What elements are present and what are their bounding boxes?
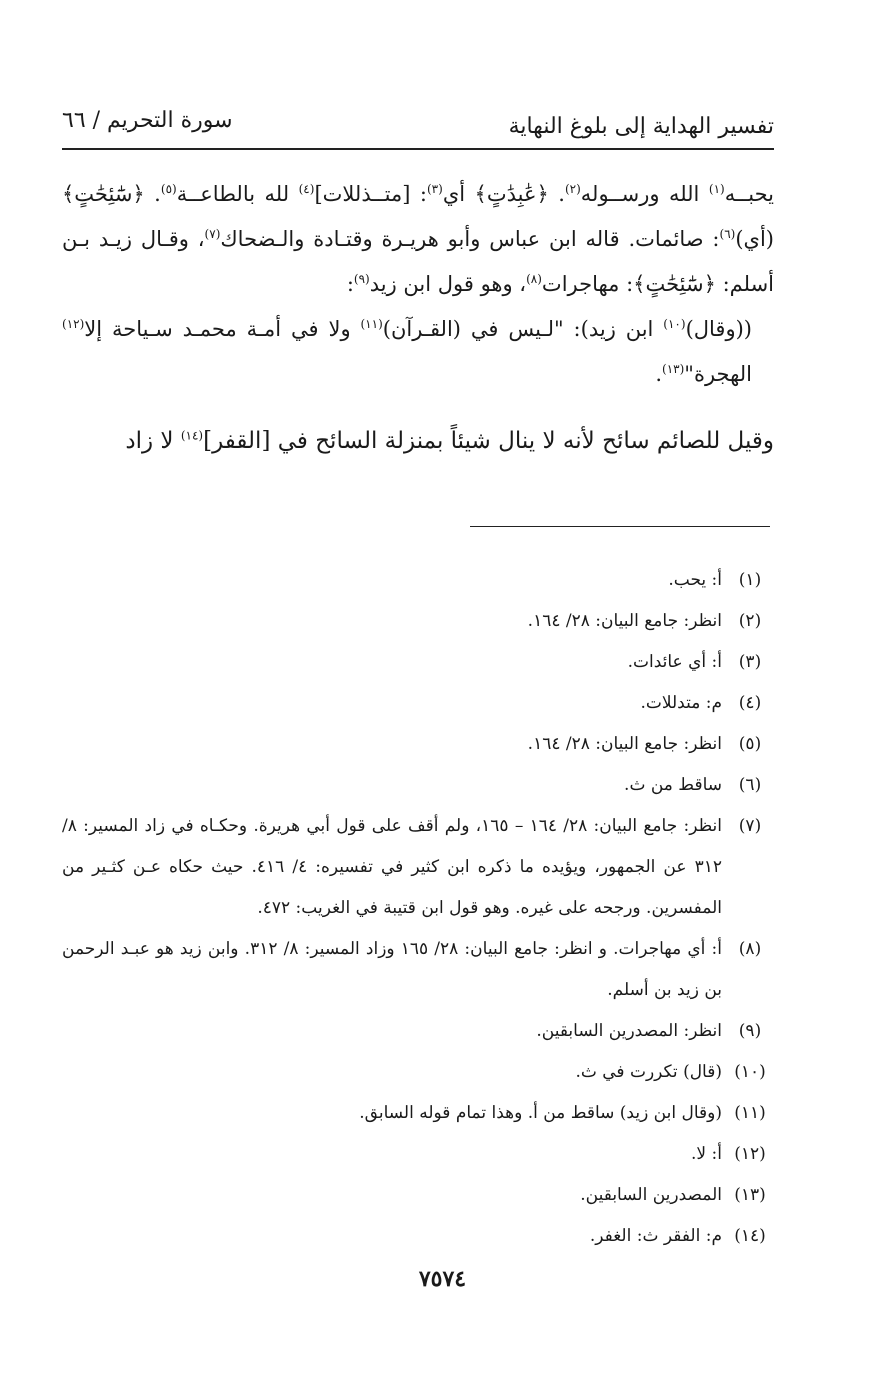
footnote-item (62, 929, 774, 1011)
footnote-item (62, 642, 774, 683)
text-run: ولا في أمـة محمـد سـياحة إلا (84, 317, 361, 341)
footnote-text: انظر: جامع البيان: ٢٨/ ١٦٤. (527, 734, 722, 754)
footnote-item (62, 1011, 774, 1052)
footnotes-list (62, 560, 774, 1257)
text-run: ، وهو قول ابن زيد (369, 272, 527, 296)
footnote-number: (٣) (738, 652, 762, 672)
footnote-ref-5[interactable]: (٥) (160, 182, 177, 196)
footnote-number: (١٢) (734, 1144, 766, 1164)
paragraph-2 (62, 417, 774, 465)
paragraph-1 (62, 172, 774, 307)
footnote-text: أ: أي مهاجرات. و انظر: جامع البيان: ٢٨/ ١٦٥ وزاد المسير: ٨/ ٣١٢. وابن زيد هو عبـد الرحمن بن زيد بن أسلم. (62, 939, 722, 1000)
footnote-text: أ: أي عائدات. (627, 652, 722, 672)
text-run: (أي) (735, 227, 774, 251)
footnote-number: (١٠) (734, 1062, 766, 1082)
header-divider (62, 148, 774, 150)
footnote-text: انظر: المصدرين السابقين. (536, 1021, 722, 1041)
text-run: ابن زيد): "لـيس في (القـرآن) (382, 317, 664, 341)
footnote-ref-10[interactable]: (١٠) (663, 317, 686, 331)
running-header (62, 108, 774, 142)
footnote-text: المصدرين السابقين. (580, 1185, 722, 1205)
footnote-item (62, 683, 774, 724)
footnote-item (62, 1216, 774, 1257)
footnote-number: (٥) (738, 734, 762, 754)
footnote-number: (١) (738, 570, 762, 590)
text-run: . ﴿سَٰٓئِحَٰتٍ﴾ (62, 182, 161, 206)
footnote-number: (٧) (738, 816, 762, 836)
footnote-item (62, 724, 774, 765)
footnote-item (62, 765, 774, 806)
text-run: لا زاد (125, 428, 181, 454)
main-text (62, 172, 774, 465)
footnote-text: م: متدللات. (640, 693, 722, 713)
book-title: تفسير الهداية إلى بلوغ النهاية (508, 114, 774, 139)
footnote-divider (470, 526, 770, 527)
footnote-ref-9[interactable]: (٩) (353, 272, 370, 286)
footnote-text: أ: يحب. (668, 570, 722, 590)
text-run: . ﴿عَٰبِدَٰتٍ﴾ أي (442, 182, 565, 206)
text-run: أسلم: ﴿سَٰٓئِحَٰتٍ﴾: مهاجرات (541, 272, 774, 296)
footnote-ref-2[interactable]: (٢) (564, 182, 581, 196)
footnote-ref-6[interactable]: (٦) (719, 227, 736, 241)
footnote-number: (١٤) (734, 1226, 766, 1246)
quote-paragraph (62, 307, 774, 397)
footnote-item (62, 1093, 774, 1134)
footnote-number: (١١) (734, 1103, 766, 1123)
footnote-number: (١٣) (734, 1185, 766, 1205)
text-run: يحبــه (724, 182, 775, 206)
text-run: لله بالطاعــة (176, 182, 299, 206)
footnote-number: (٦) (738, 775, 762, 795)
page-number: ٧٥٧٤ (418, 1266, 467, 1292)
footnote-number: (٨) (738, 939, 762, 959)
footnote-ref-13[interactable]: (١٣) (662, 362, 685, 376)
text-run: : [متــذللات] (314, 182, 427, 206)
surah-title: سورة التحريم / ٦٦ (62, 108, 233, 133)
footnote-text: م: الفقر ث: الغفر. (589, 1226, 722, 1246)
footnote-text: (قال) تكررت في ث. (575, 1062, 722, 1082)
footnote-text: ساقط من ث. (624, 775, 722, 795)
footnote-ref-4[interactable]: (٤) (298, 182, 315, 196)
text-run: . (655, 362, 663, 386)
footnote-text: (وقال ابن زيد) ساقط من أ. وهذا تمام قوله السابق. (359, 1103, 722, 1123)
footnote-text: أ: لا. (691, 1144, 722, 1164)
footnote-number: (٢) (738, 611, 762, 631)
footnote-item (62, 560, 774, 601)
footnote-item (62, 601, 774, 642)
footnote-item (62, 1134, 774, 1175)
footnote-ref-8[interactable]: (٨) (526, 272, 542, 286)
text-run: ، وقـال زيـد بـن (62, 227, 205, 251)
footnote-ref-11[interactable]: (١١) (360, 317, 383, 331)
footnote-item (62, 806, 774, 929)
footnote-ref-12[interactable]: (١٢) (62, 317, 85, 331)
footnote-ref-14[interactable]: (١٤) (180, 428, 204, 443)
footnote-text: انظر: جامع البيان: ٢٨/ ١٦٤ – ١٦٥، ولم أقف على قول أبي هريرة. وحكـاه في زاد المسير: ٨/ ٣١٢ عن الجمهور، ويؤيده ما ذكره ابن كثير في تفسيره: ٤/ ٤١٦. حيث حكاه عـن كثـير من المفسرين. ورجحه على غيره. وهو قول ابن قتيبة في الغريب: ٤٧٢. (62, 816, 722, 918)
footnote-number: (٩) (738, 1021, 762, 1041)
footnote-ref-1[interactable]: (١) (708, 182, 725, 196)
text-run: : (346, 272, 354, 296)
text-run: الهجرة" (684, 362, 752, 386)
footnote-item (62, 1175, 774, 1216)
footnote-text: انظر: جامع البيان: ٢٨/ ١٦٤. (527, 611, 722, 631)
footnote-ref-3[interactable]: (٣) (426, 182, 443, 196)
text-run: : صائمات. قاله ابن عباس وأبو هريـرة وقتـادة والـضحاك (220, 227, 720, 251)
text-run: الله ورســوله (580, 182, 709, 206)
text-run: وقيل للصائم سائح لأنه لا ينال شيئاً بمنزلة السائح في [القفر] (203, 428, 774, 454)
footnote-item (62, 1052, 774, 1093)
footnote-number: (٤) (738, 693, 762, 713)
footnote-ref-7[interactable]: (٧) (204, 227, 221, 241)
text-run: ((وقال) (685, 317, 752, 341)
